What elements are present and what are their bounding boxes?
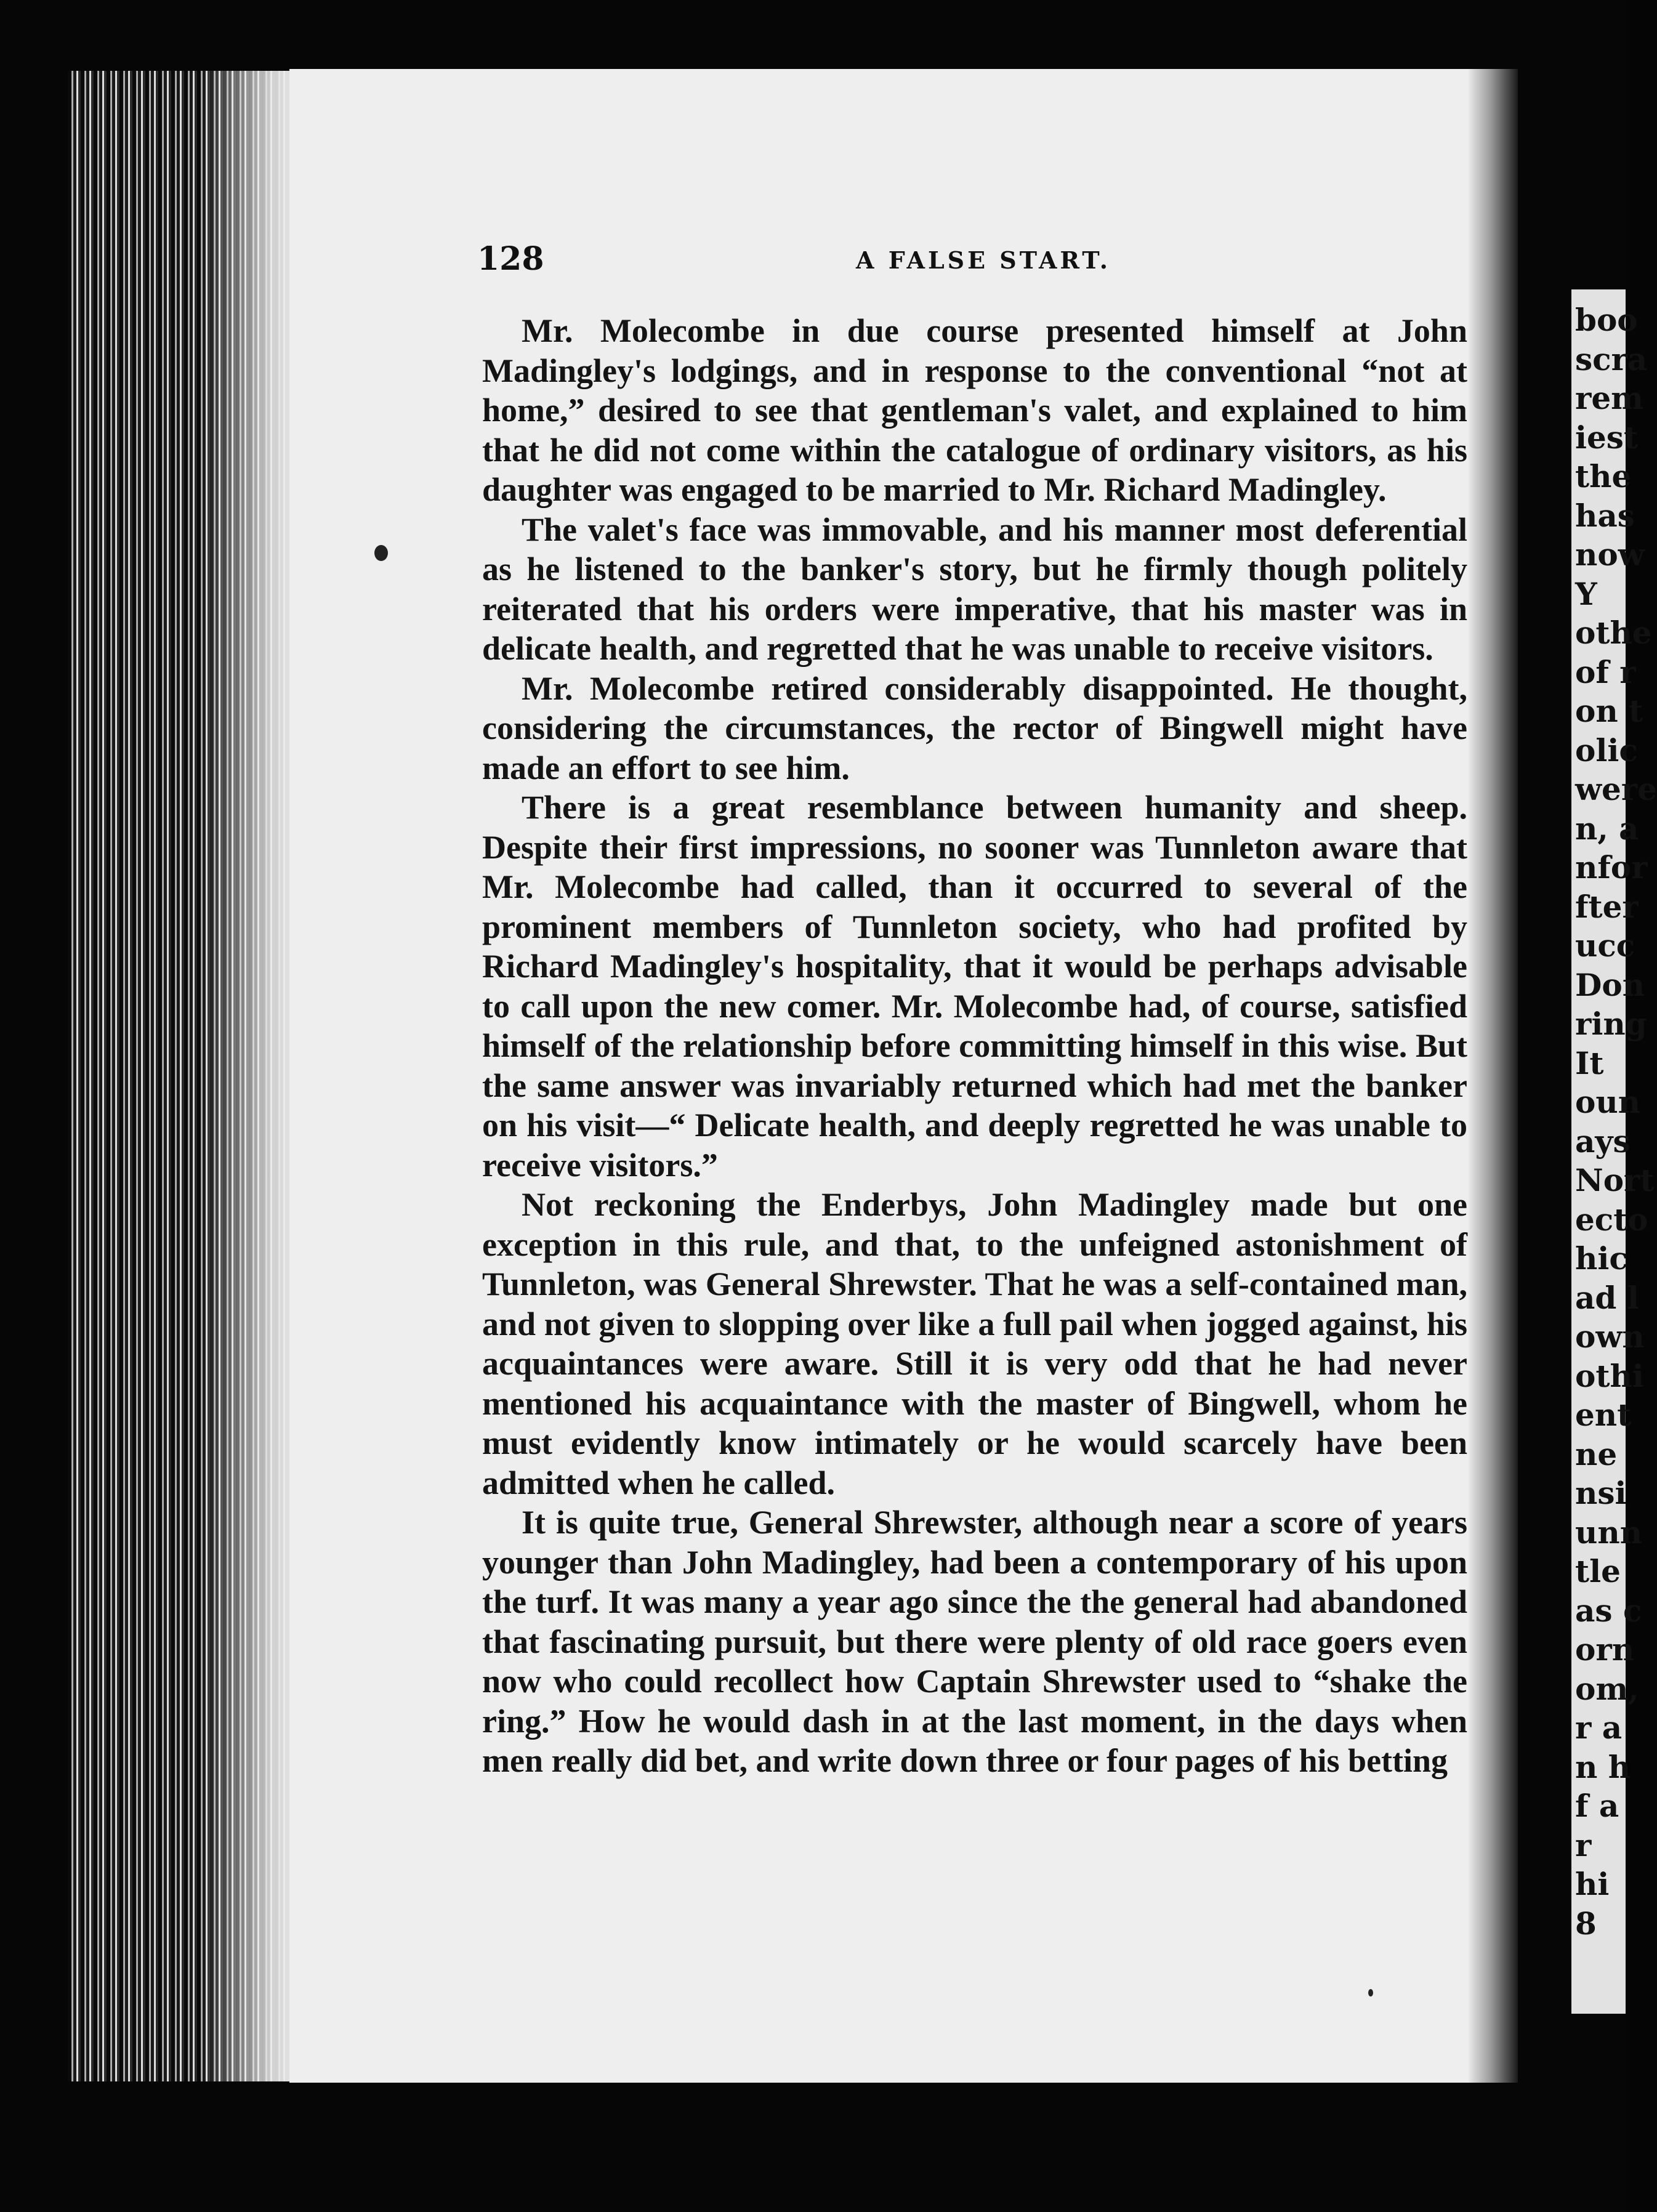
adjacent-page-text: as c: [1575, 1592, 1642, 1629]
adjacent-page-text: r a: [1575, 1709, 1623, 1746]
adjacent-page-text: orn: [1575, 1631, 1635, 1668]
adjacent-page-text: Don: [1575, 966, 1645, 1003]
ink-speck: [374, 545, 388, 561]
adjacent-page-text: now: [1575, 536, 1645, 573]
adjacent-page-text: iest: [1575, 419, 1639, 456]
adjacent-page-text: ad l: [1575, 1279, 1639, 1316]
adjacent-page-text: hic: [1575, 1240, 1628, 1277]
adjacent-page-text: othi: [1575, 1357, 1644, 1394]
adjacent-page-text: 8: [1575, 1905, 1597, 1942]
adjacent-page-text: boo: [1575, 302, 1638, 338]
adjacent-page-text: were: [1575, 771, 1657, 807]
adjacent-page-text: n h: [1575, 1748, 1631, 1785]
adjacent-page-text: rem: [1575, 380, 1644, 416]
page-number: 128: [477, 240, 544, 278]
adjacent-page-text: oun: [1575, 1084, 1641, 1120]
adjacent-page-text: r: [1575, 1827, 1592, 1863]
adjacent-page-text: ecto: [1575, 1201, 1648, 1238]
adjacent-page-text: ays: [1575, 1123, 1631, 1160]
adjacent-page-fragment: [1571, 289, 1657, 2014]
adjacent-page-text: unn: [1575, 1514, 1643, 1551]
paragraph: Not reckoning the Enderbys, John Madingley made but one exception in this rule, and that, to the unfeigned astonishment of Tunnleton, was General Shrewster. That he was a self-contained man, and not given to slopping over like a full pail when jogged against, his acquaintances were aware. Still it is very odd that he had never mentioned his acquaintance with the master of Bingwell, whom he must evidently know intimately or he would scarcely have been admitted when he called.: [482, 1186, 1467, 1501]
adjacent-page-text: f a: [1575, 1788, 1619, 1824]
paragraph: Mr. Molecombe retired considerably disappointed. He thought, considering the circumstances, the rector of Bingwell might have made an effort to see him.: [482, 669, 1467, 786]
adjacent-page-text: ring: [1575, 1006, 1647, 1042]
paragraph: It is quite true, General Shrewster, although near a score of years younger than John Madingley, had been a contemporary of his upon the turf. It was many a year ago since the the general had abandoned that fascinating pursuit, but there were plenty of old race goers even now who could recollect how Captain Shrewster used to “shake the ring.” How he would dash in at the last moment, in the days when men really did bet, and write down three or four pages of his betting: [482, 1504, 1467, 1779]
paragraph: There is a great resemblance between humanity and sheep. Despite their first impressions, no sooner was Tunnleton aware that Mr. Molecombe had called, than it occurred to several of the prominent members of Tunnleton society, who had profited by Richard Madingley's hospitality, that it would be perhaps advisable to call upon the new comer. Mr. Molecombe had, of course, satisfied himself of the relationship before committing himself in this wise. But the same answer was invariably returned which had met the banker on his visit—“ Delicate health, and deeply regretted he was unable to receive visitors.”: [482, 789, 1467, 1184]
body-text: [482, 311, 1467, 1937]
adjacent-page-text: It: [1575, 1044, 1604, 1081]
adjacent-page-text: tle: [1575, 1553, 1621, 1589]
ink-speck: [1368, 1989, 1373, 1996]
adjacent-page-text: nsi: [1575, 1475, 1627, 1511]
adjacent-page-text: hi: [1575, 1866, 1610, 1902]
adjacent-page-text: ucc: [1575, 927, 1635, 964]
adjacent-page-text: of r: [1575, 653, 1636, 690]
running-title: A FALSE START.: [856, 246, 1111, 274]
adjacent-page-text: on t: [1575, 693, 1643, 729]
paragraph: Mr. Molecombe in due course presented himself at John Madingley's lodgings, and in response to the conventional “not at home,” desired to see that gentleman's valet, and explained to him that he did not come within the catalogue of ordinary visitors, as his daughter was engaged to be married to Mr. Richard Madingley.: [482, 312, 1467, 508]
adjacent-page-text: n, a: [1575, 810, 1639, 847]
adjacent-page-text: scra: [1575, 341, 1648, 377]
gutter-shadow: [1469, 69, 1518, 2083]
adjacent-page-text: ent: [1575, 1397, 1632, 1433]
paragraph: The valet's face was immovable, and his manner most deferential as he listened to the banker's story, but he firmly though politely reiterated that his orders were imperative, that his master was in delicate health, and regretted that he was unable to receive visitors.: [482, 511, 1467, 667]
adjacent-page-text: nfor: [1575, 849, 1648, 886]
page-header: [477, 240, 1469, 283]
adjacent-page-text: Y: [1575, 575, 1597, 612]
adjacent-page-text: olic: [1575, 732, 1638, 769]
adjacent-page-text: fter: [1575, 888, 1639, 925]
adjacent-page-text: om,: [1575, 1670, 1639, 1707]
adjacent-page-text: the: [1575, 458, 1632, 494]
adjacent-page-text: ne: [1575, 1435, 1618, 1472]
adjacent-page-text: has: [1575, 497, 1635, 534]
adjacent-page-text: Nort: [1575, 1162, 1655, 1198]
adjacent-page-text: own: [1575, 1318, 1645, 1355]
adjacent-page-text: othe: [1575, 615, 1652, 651]
